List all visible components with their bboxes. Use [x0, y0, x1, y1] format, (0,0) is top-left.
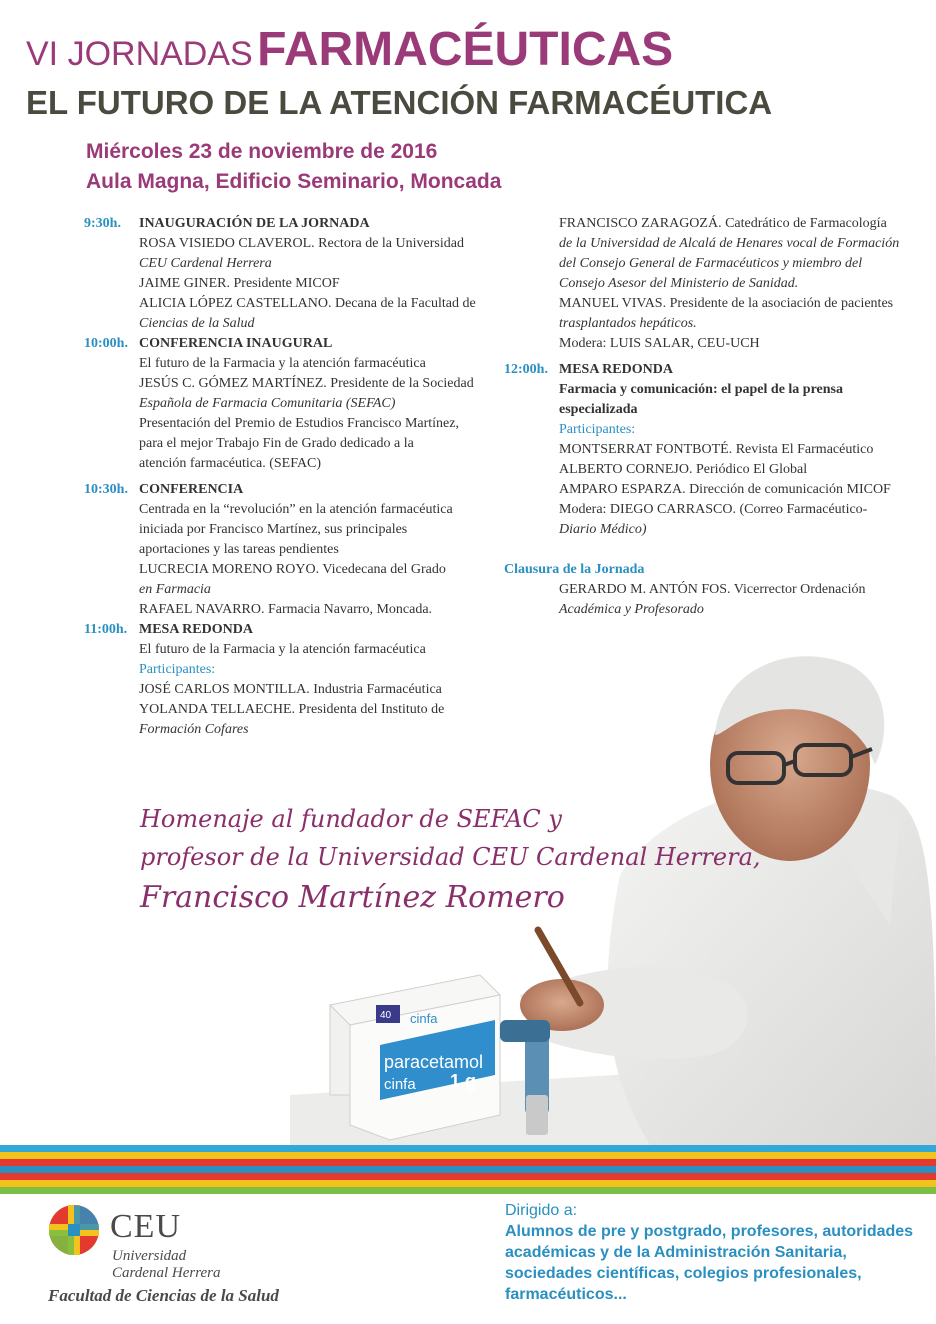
program-line: Presentación del Premio de Estudios Francisco Martínez, — [139, 416, 459, 431]
program-line: Centrada en la “revolución” en la atención farmacéutica — [139, 502, 453, 517]
program-line: Académica y Profesorado — [559, 602, 704, 617]
box-name: paracetamol — [384, 1052, 484, 1072]
program-line: de la Universidad de Alcalá de Henares vocal de Formación — [559, 236, 900, 251]
tribute-line-1: Homenaje al fundador de SEFAC y — [140, 805, 562, 833]
session-time: 9:30h. — [84, 216, 121, 231]
program-line: Formación Cofares — [139, 722, 249, 737]
program-line: trasplantados hepáticos. — [559, 316, 697, 331]
program-line: ROSA VISIEDO CLAVEROL. Rectora de la Universidad — [139, 236, 464, 251]
program-line: Ciencias de la Salud — [139, 316, 255, 331]
program-line: ALBERTO CORNEJO. Periódico El Global — [559, 462, 808, 477]
session-heading: CONFERENCIA — [139, 482, 244, 497]
university-name — [112, 1248, 220, 1282]
program-line: CEU Cardenal Herrera — [139, 256, 272, 271]
box-brand: cinfa — [410, 1011, 438, 1026]
program-line: RAFAEL NAVARRO. Farmacia Navarro, Moncada. — [139, 602, 433, 617]
faculty-name: Facultad de Ciencias de la Salud — [48, 1286, 279, 1305]
program-line: en Farmacia — [139, 582, 211, 597]
program-line: aportaciones y las tareas pendientes — [139, 542, 339, 557]
program-line: Consejo Asesor del Ministerio de Sanidad. — [559, 276, 799, 291]
color-stripe — [0, 1173, 936, 1180]
tribute-text — [140, 800, 761, 920]
program-line: Modera: DIEGO CARRASCO. (Correo Farmacéutico- — [559, 502, 868, 517]
session-heading: especializada — [559, 402, 638, 417]
program-line: MONTSERRAT FONTBOTÉ. Revista El Farmacéutico — [559, 442, 874, 457]
program-session — [504, 360, 929, 540]
box-dose: 1 g — [450, 1071, 477, 1091]
session-time: 11:00h. — [84, 622, 128, 637]
program-line: GERARDO M. ANTÓN FOS. Vicerrector Ordenación — [559, 582, 866, 597]
program-line: JAIME GINER. Presidente MICOF — [139, 276, 340, 291]
color-stripes — [0, 1145, 936, 1194]
program-line: Española de Farmacia Comunitaria (SEFAC) — [139, 396, 396, 411]
program-right-column — [504, 214, 929, 620]
session-time: 10:30h. — [84, 482, 128, 497]
program-line: ALICIA LÓPEZ CASTELLANO. Decana de la Facultad de — [139, 296, 476, 311]
audience-label: Dirigido a: — [505, 1202, 578, 1219]
program-line: del Consejo General de Farmacéuticos y miembro del — [559, 256, 863, 271]
program-line: El futuro de la Farmacia y la atención farmacéutica — [139, 356, 426, 371]
title-main: FARMACÉUTICAS — [257, 23, 674, 76]
program-line: Participantes: — [559, 422, 636, 437]
program-line: AMPARO ESPARZA. Dirección de comunicación MICOF — [559, 482, 891, 497]
session-heading: Farmacia y comunicación: el papel de la prensa — [559, 382, 843, 397]
ceu-cross-logo-icon — [48, 1204, 100, 1256]
session-time: 10:00h. — [84, 336, 128, 351]
program-session — [84, 334, 504, 474]
program-line: atención farmacéutica. (SEFAC) — [139, 456, 322, 471]
box-name2: cinfa — [384, 1076, 416, 1093]
program-line: Diario Médico) — [559, 522, 647, 537]
color-stripe — [0, 1180, 936, 1187]
tribute-line-2: profesor de la Universidad CEU Cardenal Herrera, — [140, 843, 761, 871]
audience-text: Alumnos de pre y postgrado, profesores, autoridades académicas y de la Administración Sanitaria, sociedades científicas, colegios profesionales, farmacéuticos... — [505, 1223, 914, 1303]
program-session-continued — [504, 214, 929, 354]
session-heading: CONFERENCIA INAUGURAL — [139, 336, 333, 351]
program-line: Participantes: — [139, 662, 216, 677]
event-subtitle: EL FUTURO DE LA ATENCIÓN FARMACÉUTICA — [26, 84, 773, 121]
program-line: YOLANDA TELLAECHE. Presidenta del Instituto de — [139, 702, 445, 717]
session-heading: INAUGURACIÓN DE LA JORNADA — [139, 216, 370, 231]
audience-box — [505, 1200, 925, 1305]
box-count: 40 — [380, 1010, 392, 1021]
session-heading: MESA REDONDA — [139, 622, 253, 637]
event-title — [26, 22, 673, 77]
paracetamol-box — [330, 975, 500, 1140]
program-line: FRANCISCO ZARAGOZÁ. Catedrático de Farmacología — [559, 216, 887, 231]
color-stripe — [0, 1159, 936, 1166]
tribute-name: Francisco Martínez Romero — [140, 880, 565, 915]
closing-session — [504, 580, 929, 620]
university-line-2: Cardenal Herrera — [112, 1265, 221, 1281]
session-heading: MESA REDONDA — [559, 362, 673, 377]
color-stripe — [0, 1145, 936, 1152]
color-stripe — [0, 1187, 936, 1194]
session-time: 12:00h. — [504, 362, 548, 377]
program-line: MANUEL VIVAS. Presidente de la asociación de pacientes — [559, 296, 894, 311]
program-session — [84, 214, 504, 334]
program-line: iniciada por Francisco Martínez, sus principales — [139, 522, 408, 537]
program-line: JESÚS C. GÓMEZ MARTÍNEZ. Presidente de la Sociedad — [139, 376, 474, 391]
program-session — [84, 480, 504, 620]
color-stripe — [0, 1152, 936, 1159]
color-stripe — [0, 1166, 936, 1173]
program-line: LUCRECIA MORENO ROYO. Vicedecana del Grado — [139, 562, 446, 577]
program-line: Modera: LUIS SALAR, CEU-UCH — [559, 336, 760, 351]
event-venue: Aula Magna, Edificio Seminario, Moncada — [86, 170, 502, 193]
event-date: Miércoles 23 de noviembre de 2016 — [86, 140, 438, 163]
program-line: para el mejor Trabajo Fin de Grado dedicado a la — [139, 436, 414, 451]
closing-label: Clausura de la Jornada — [504, 562, 645, 577]
program-line: El futuro de la Farmacia y la atención farmacéutica — [139, 642, 426, 657]
university-line-1: Universidad — [112, 1248, 187, 1264]
program-line: JOSÉ CARLOS MONTILLA. Industria Farmacéutica — [139, 682, 442, 697]
ceu-logo-text: CEU — [110, 1208, 181, 1245]
title-prefix: VI JORNADAS — [26, 35, 253, 73]
